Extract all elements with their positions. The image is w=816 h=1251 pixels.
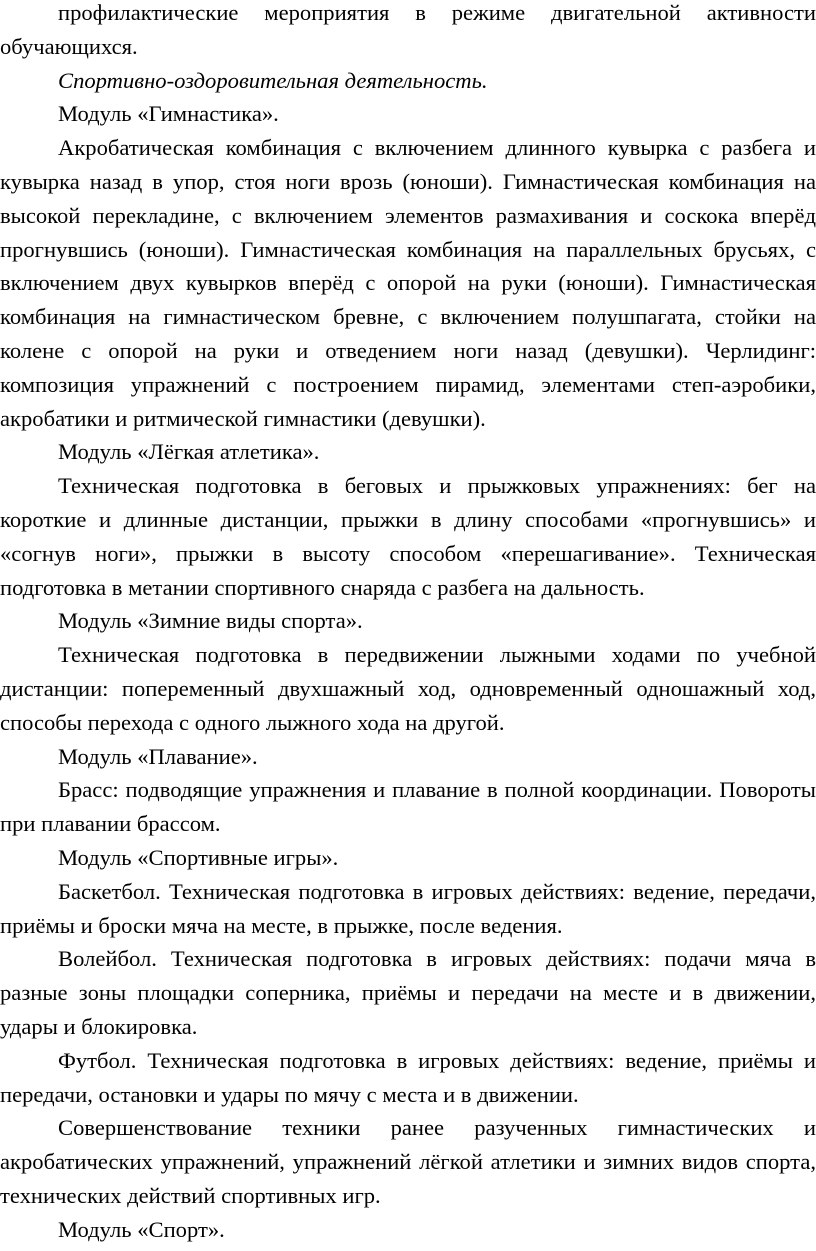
paragraph-winter-sports: Техническая подготовка в передвижении лыжными ходами по учебной дистанции: попеременный двухшажный ход, одновременный одношажный ход, способы перехода с одного лыжного хода на другой. xyxy=(0,642,816,735)
paragraph-continuation: профилактические мероприятия в режиме двигательной активности обучающихся. xyxy=(0,0,816,59)
module-heading-winter-sports: Модуль «Зимние виды спорта». xyxy=(58,608,363,634)
module-heading-athletics: Модуль «Лёгкая атлетика». xyxy=(58,439,320,465)
paragraph-improvement: Совершенствование техники ранее разученных гимнастических и акробатических упражнений, упражнений лёгкой атлетики и зимних видов спорта, технических действий спортивных игр. xyxy=(0,1115,816,1208)
module-heading-swimming: Модуль «Плавание». xyxy=(58,743,258,769)
section-heading-sports-health: Спортивно-оздоровительная деятельность. xyxy=(58,67,488,93)
paragraph-gymnastics: Акробатическая комбинация с включением длинного кувырка с разбега и кувырка назад в упор, стоя ноги врозь (юноши). Гимнастическая комбинация на высокой перекладине, с включением элементов размахивания и соскока вперёд прогнувшись (юноши). Гимнастическая комбинация на параллельных брусьях, с включением двух кувырков вперёд с опорой на руки (юноши). Гимнастическая комбинация на гимнастическом бревне, с включением полушпагата, стойки на колене с опорой на руки и отведением ноги назад (девушки). Черлидинг: композиция упражнений с построением пирамид, элементами степ-аэробики, акробатики и ритмической гимнастики (девушки). xyxy=(0,135,816,431)
paragraph-basketball: Баскетбол. Техническая подготовка в игровых действиях: ведение, передачи, приёмы и броски мяча на месте, в прыжке, после ведения. xyxy=(0,878,816,938)
paragraph-football: Футбол. Техническая подготовка в игровых действиях: ведение, приёмы и передачи, остановки и удары по мячу с места и в движении. xyxy=(0,1047,816,1107)
module-heading-sports-games: Модуль «Спортивные игры». xyxy=(58,844,339,870)
module-heading-sport: Модуль «Спорт». xyxy=(58,1216,225,1242)
paragraph-volleyball: Волейбол. Техническая подготовка в игровых действиях: подачи мяча в разные зоны площадки соперника, приёмы и передачи на месте и в движении, удары и блокировка. xyxy=(0,946,816,1039)
paragraph-swimming: Брасс: подводящие упражнения и плавание в полной координации. Повороты при плавании брассом. xyxy=(0,777,816,837)
paragraph-athletics: Техническая подготовка в беговых и прыжковых упражнениях: бег на короткие и длинные дистанции, прыжки в длину способами «прогнувшись» и «согнув ноги», прыжки в высоту способом «перешагивание». Техническая подготовка в метании спортивного снаряда с разбега на дальность. xyxy=(0,473,816,600)
module-heading-gymnastics: Модуль «Гимнастика». xyxy=(58,101,279,127)
